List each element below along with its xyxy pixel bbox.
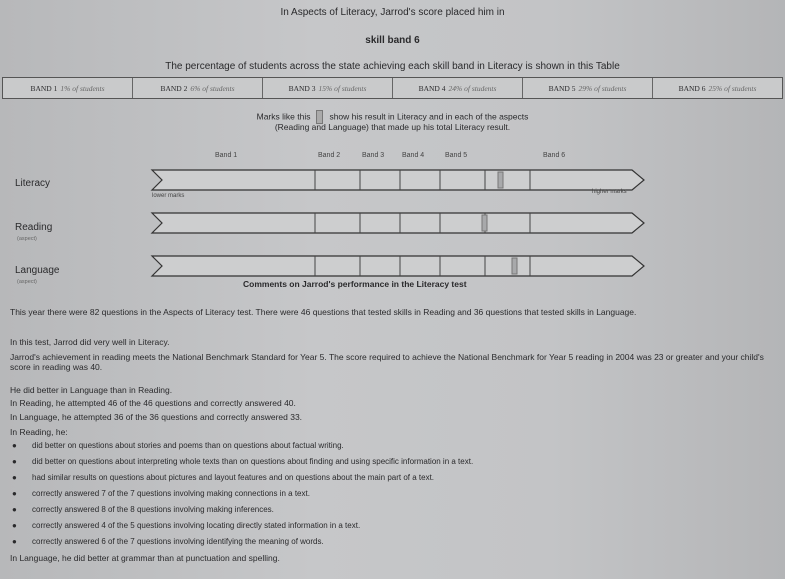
language-scale [150,252,646,280]
result-marker [482,215,487,231]
higher-marks-label: higher marks [592,189,627,195]
scale-band-label: Band 3 [362,152,385,159]
scale-band-label: Band 1 [215,152,238,159]
comments-heading: Comments on Jarrod's performance in the Literacy test [243,279,467,289]
score-intro: In Aspects of Literacy, Jarrod's score placed him in [280,7,505,18]
bullet-icon: ● [12,521,17,530]
legend-after: show his result in Literacy and in each of the aspects [329,111,529,122]
band-label: BAND 4 [418,83,446,93]
list-item: correctly answered 6 of the 7 questions involving identifying the meaning of words. [32,537,324,546]
result-marker [498,172,503,188]
list-item: correctly answered 4 of the 5 questions involving locating directly stated information in a text. [32,521,361,530]
legend-before: Marks like this [256,111,311,122]
band-label: BAND 2 [160,83,188,93]
bullet-icon: ● [12,505,17,514]
band-percentage-table [2,77,783,99]
scale-band-label: Band 6 [543,152,566,159]
paragraph: This year there were 82 questions in the Aspects of Literacy test. There were 46 questions that tested skills in Reading and 36 questions that tested skills in Language. [10,307,637,317]
bullet-icon: ● [12,457,17,466]
paragraph: He did better in Language than in Reading. [10,385,173,395]
list-item: correctly answered 8 of the 8 questions involving making inferences. [32,505,274,514]
band-pct: 24% of students [448,83,497,93]
band-pct: 29% of students [578,83,627,93]
scale-row-label: Language [15,265,60,276]
scale-row-label: Reading [15,222,53,233]
scale-row-sub: (aspect) [17,236,37,242]
list-item: had similar results on questions about pictures and layout features and on questions about the main part of a text. [32,473,435,482]
paragraph: Jarrod's achievement in reading meets the National Benchmark Standard for Year 5. The score required to achieve the National Benchmark for Year 5 reading in 2004 was 23 or greater and your child's score in reading was 40. [10,352,764,372]
paragraph: In Reading, he attempted 46 of the 46 questions and correctly answered 40. [10,398,296,408]
paragraph: In Reading, he: [10,427,68,437]
scale-band-label: Band 5 [445,152,468,159]
band-cell [653,78,782,98]
band-label: BAND 5 [548,83,576,93]
band-cell [393,78,523,98]
band-cell [263,78,393,98]
band-cell [523,78,653,98]
band-pct: 6% of students [190,83,235,93]
result-marker [512,258,517,274]
list-item: correctly answered 7 of the 7 questions involving making connections in a text. [32,489,310,498]
scale-band-label: Band 4 [402,152,425,159]
band-label: BAND 3 [288,83,316,93]
band-cell [133,78,263,98]
literacy-scale [150,166,646,194]
paragraph: In Language, he attempted 36 of the 36 questions and correctly answered 33. [10,412,303,422]
paragraph: In Language, he did better at grammar than at punctuation and spelling. [10,553,280,563]
table-caption: The percentage of students across the state achieving each skill band in Literacy is shown in this Table [165,61,620,72]
bullet-icon: ● [12,489,17,498]
paragraph: In this test, Jarrod did very well in Literacy. [10,337,170,347]
bullet-icon: ● [12,441,17,450]
legend-line-2: (Reading and Language) that made up his total Literacy result. [274,122,511,132]
list-item: did better on questions about stories and poems than on questions about factual writing. [32,441,344,450]
scale-row-sub: (aspect) [17,279,37,285]
bullet-icon: ● [12,537,17,546]
scale-row-label: Literacy [15,178,51,189]
skill-band-result: skill band 6 [365,35,420,46]
scale-band-label: Band 2 [318,152,341,159]
band-pct: 25% of students [708,83,757,93]
band-cell [3,78,133,98]
reading-scale [150,209,646,237]
band-label: BAND 1 [30,83,58,93]
lower-marks-label: lower marks [152,193,185,199]
band-pct: 1% of students [60,83,105,93]
list-item: did better on questions about interpreting whole texts than on questions about finding and using specific information in a text. [32,457,474,466]
bullet-icon: ● [12,473,17,482]
band-pct: 15% of students [318,83,367,93]
band-label: BAND 6 [678,83,706,93]
